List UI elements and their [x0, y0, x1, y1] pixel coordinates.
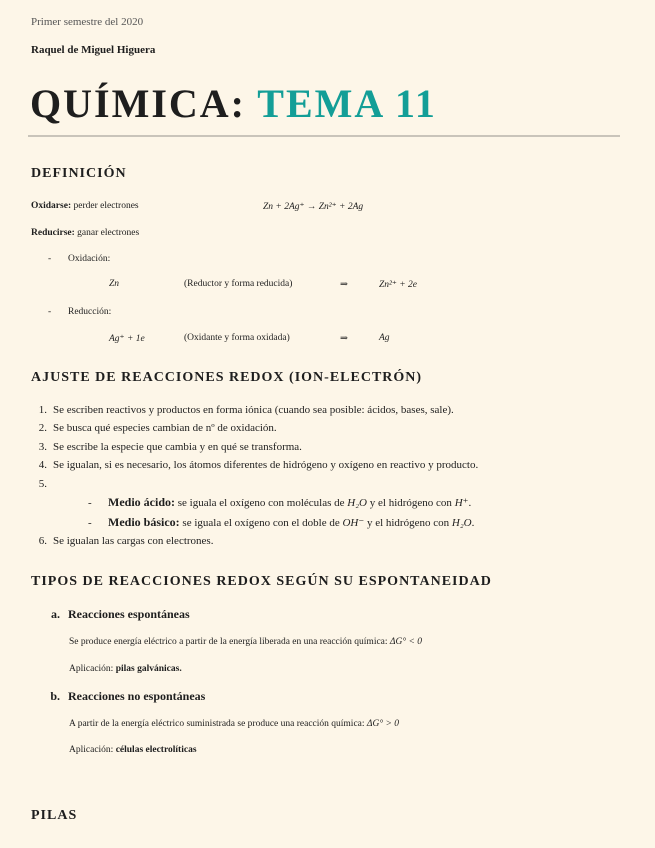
gibbs-condition: ΔG° < 0	[389, 637, 423, 647]
reduccion-description: (Oxidante y forma oxidada)	[184, 333, 290, 343]
application-label: Aplicación:	[69, 664, 116, 674]
oxidacion-right: Zn²⁺ + 2e	[379, 280, 418, 290]
bullet-dash: -	[48, 254, 52, 264]
reduccion-label: Reducción:	[68, 307, 112, 317]
espontaneas-application	[69, 664, 182, 674]
list-number: 6.	[38, 535, 47, 547]
bullet-dash: -	[88, 517, 92, 529]
list-item	[31, 422, 277, 434]
hydroxide-formula: OH⁻	[342, 517, 365, 529]
list-letter: b.	[50, 689, 60, 703]
reduccion-left: Ag⁺ + 1e	[109, 334, 145, 344]
reducirse-term: Reducirse:	[31, 228, 75, 238]
list-text: Se igualan, si es necesario, los átomos diferentes de hidrógeno y oxígeno en reactivo y producto.	[53, 459, 479, 471]
oxidacion-left: Zn	[109, 279, 120, 289]
list-item	[31, 441, 302, 453]
application-value: células electrolíticas	[115, 745, 197, 755]
title-divider	[28, 135, 620, 137]
reducirse-definition: ganar electrones	[74, 228, 140, 238]
reducirse-line	[31, 228, 139, 238]
application-label: Aplicación:	[69, 745, 116, 755]
water-formula: H₂O	[451, 517, 472, 529]
medio-basico-item	[88, 515, 474, 530]
list-number: 1.	[38, 404, 47, 416]
list-number: 3.	[38, 441, 47, 453]
list-item	[31, 459, 478, 471]
reduccion-right: Ag	[379, 333, 390, 343]
medio-basico-text-b: y el hidrógeno con	[364, 517, 452, 529]
period: .	[471, 517, 475, 529]
list-number: 4.	[38, 459, 47, 471]
list-item	[31, 404, 454, 416]
description-text: Se produce energía eléctrico a partir de la energía liberada en una reacción química:	[69, 637, 390, 647]
medio-acido-text-b: y el hidrógeno con	[367, 497, 455, 509]
medio-acido-label: Medio ácido:	[108, 495, 175, 509]
subheading-no-espontaneas	[48, 689, 205, 704]
section-heading-tipos: TIPOS DE REACCIONES REDOX SEGÚN SU ESPONTANEIDAD	[31, 574, 492, 589]
oxidacion-item	[48, 254, 110, 264]
page-title	[30, 80, 437, 127]
oxidarse-line	[31, 201, 139, 211]
list-text: Se escribe la especie que cambia y en qué se transforma.	[53, 441, 302, 453]
section-heading-definicion: DEFINICIÓN	[31, 166, 127, 181]
application-value: pilas galvánicas.	[115, 664, 182, 674]
section-heading-ajuste: AJUSTE DE REACCIONES REDOX (ION-ELECTRÓN)	[31, 370, 423, 385]
list-item	[31, 478, 53, 490]
subheading-text: Reacciones no espontáneas	[68, 689, 206, 703]
implies-arrow: ⇒	[340, 280, 348, 290]
title-main: QUÍMICA:	[30, 81, 246, 126]
list-item	[31, 535, 213, 547]
oxidarse-definition: perder electrones	[71, 201, 139, 211]
section-heading-pilas: PILAS	[31, 808, 78, 823]
title-accent: TEMA 11	[257, 81, 437, 126]
list-letter: a.	[51, 607, 60, 621]
medio-acido-item	[88, 495, 471, 510]
medio-basico-label: Medio básico:	[108, 515, 180, 529]
author-name: Raquel de Miguel Higuera	[31, 44, 156, 56]
proton-formula: H⁺	[454, 497, 469, 509]
subheading-espontaneas	[48, 607, 190, 622]
list-number: 2.	[38, 422, 47, 434]
bullet-dash: -	[88, 497, 92, 509]
oxidacion-label: Oxidación:	[68, 254, 111, 264]
oxidacion-description: (Reductor y forma reducida)	[184, 279, 293, 289]
medio-basico-text: se iguala el oxígeno con el doble de	[179, 517, 343, 529]
bullet-dash: -	[48, 307, 52, 317]
espontaneas-description	[69, 637, 422, 647]
gibbs-condition: ΔG° > 0	[366, 719, 400, 729]
description-text: A partir de la energía eléctrico suministrada se produce una reacción química:	[69, 719, 367, 729]
implies-arrow: ⇒	[340, 334, 348, 344]
redox-equation: Zn + 2Ag⁺ → Zn²⁺ + 2Ag	[263, 202, 364, 212]
semester-label: Primer semestre del 2020	[31, 16, 144, 28]
no-espontaneas-description	[69, 719, 399, 729]
list-text: Se busca qué especies cambian de nº de oxidación.	[53, 422, 277, 434]
subheading-text: Reacciones espontáneas	[68, 607, 190, 621]
reduccion-item	[48, 307, 111, 317]
no-espontaneas-application	[69, 745, 197, 755]
medio-acido-text: se iguala el oxígeno con moléculas de	[175, 497, 348, 509]
list-text: Se escriben reactivos y productos en forma iónica (cuando sea posible: ácidos, bases, sale).	[53, 404, 454, 416]
list-number: 5.	[38, 478, 47, 490]
oxidarse-term: Oxidarse:	[31, 201, 72, 211]
period: .	[468, 497, 472, 509]
water-formula: H₂O	[347, 497, 367, 509]
list-text: Se igualan las cargas con electrones.	[53, 535, 214, 547]
